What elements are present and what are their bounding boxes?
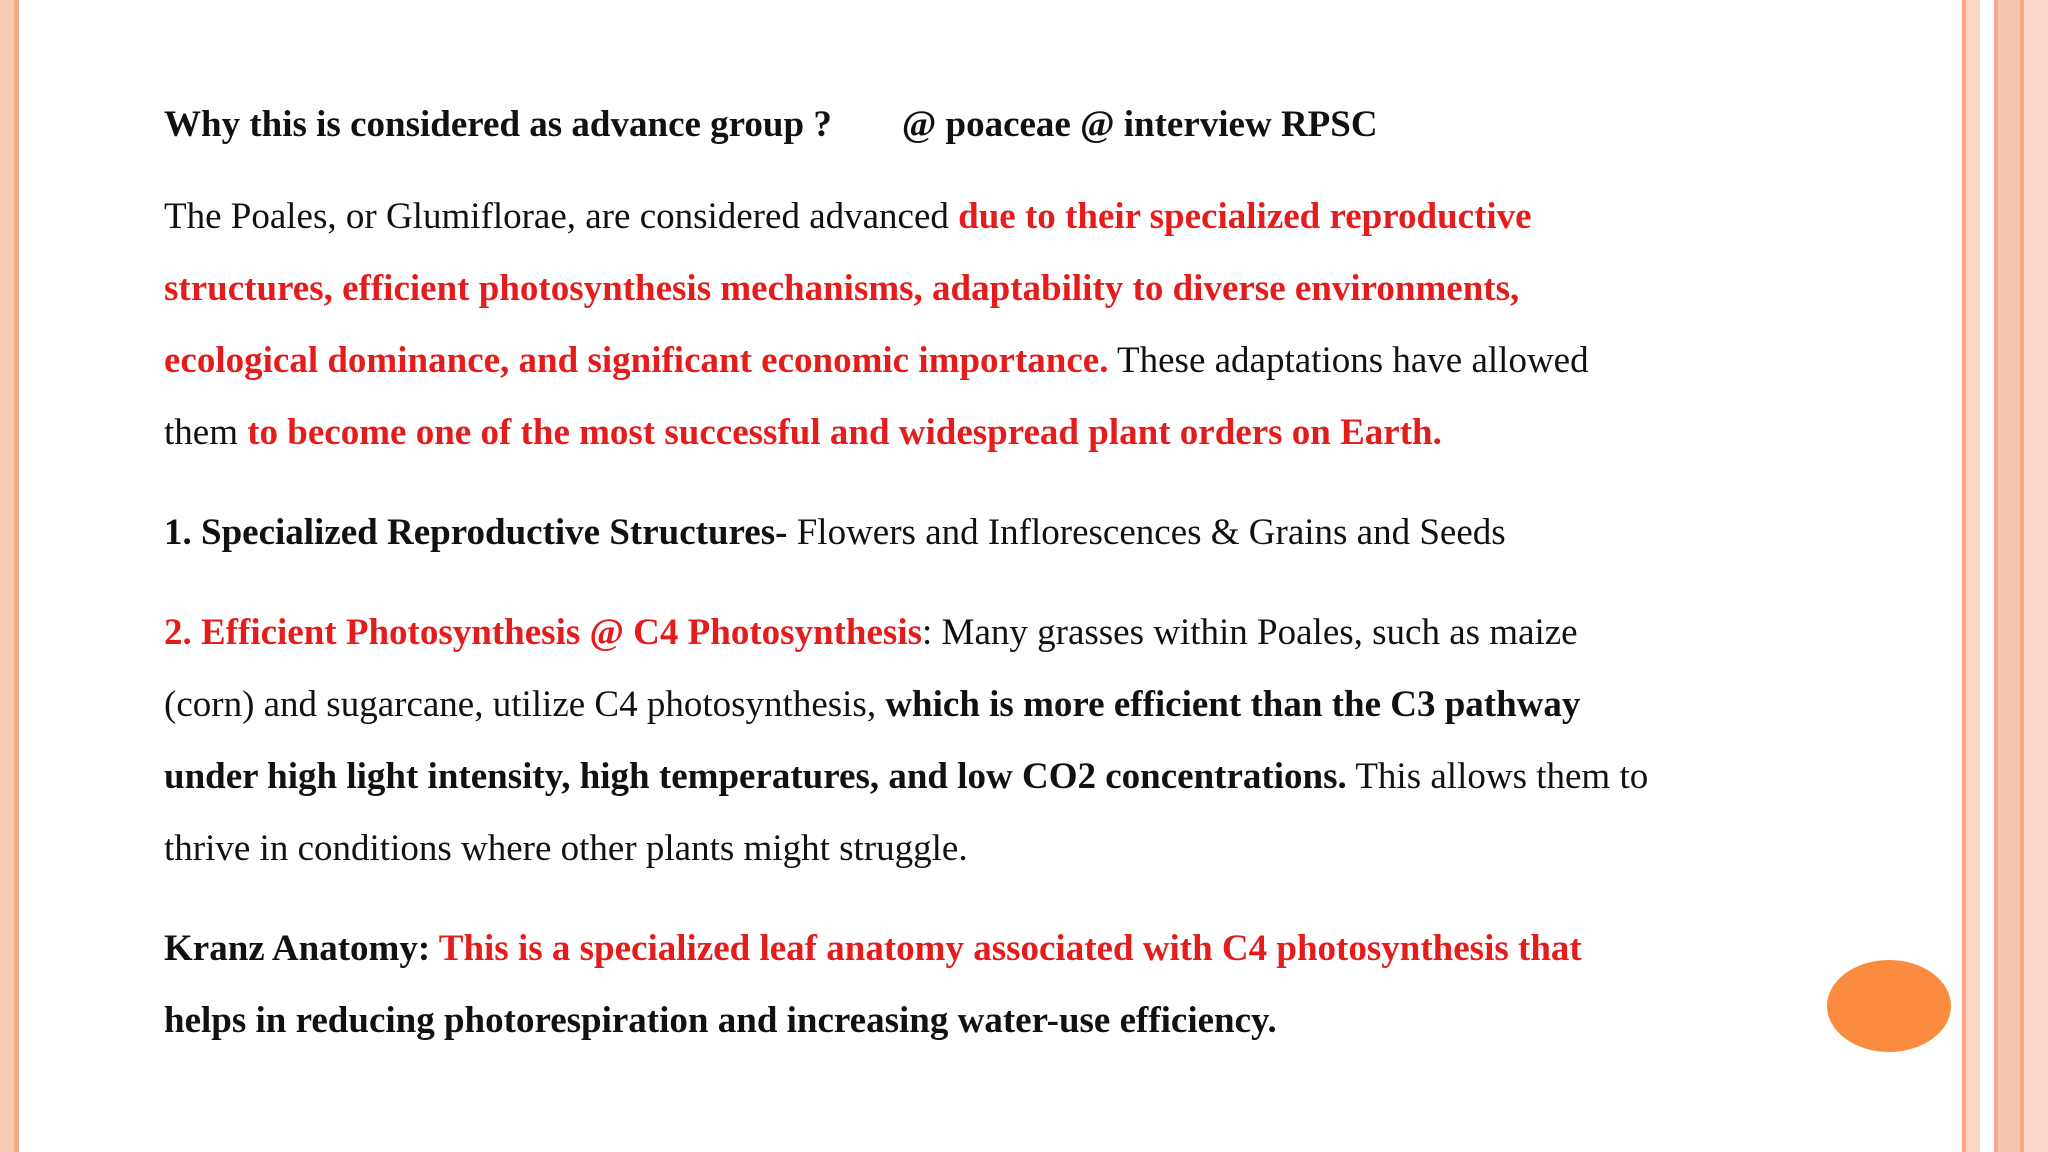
intro-text: The Poales, or Glumiflorae, are considered advanced [164, 196, 959, 237]
point-1-title: 1. Specialized Reproductive Structures- [164, 512, 788, 553]
right-border-gap [1980, 0, 1994, 1152]
point-1 [164, 497, 1664, 569]
kranz-highlight: This is a specialized leaf anatomy associated with C4 photosynthesis that [438, 928, 1582, 969]
point-2-title: 2. Efficient Photosynthesis @ C4 Photosynthesis [164, 612, 923, 653]
point-2-text: This allows them to thrive in conditions where other plants might struggle. [164, 756, 1649, 869]
left-border-stripe [0, 0, 14, 1152]
intro-highlight: to become one of the most successful and widespread plant orders on Earth. [247, 412, 1442, 453]
decorative-orange-circle [1827, 960, 1951, 1052]
kranz-title: Kranz Anatomy: [164, 928, 439, 969]
point-1-text: Flowers and Inflorescences & Grains and Seeds [787, 512, 1506, 553]
right-border-stripe [2024, 0, 2048, 1152]
slide-heading [164, 97, 1664, 153]
heading-tags: @ poaceae @ interview RPSC [901, 104, 1378, 145]
point-2-emphasis: which is more efficient than the C3 pathway under high light intensity, high temperatures, and low CO2 concentrations. [164, 684, 1581, 797]
kranz-anatomy [164, 913, 1664, 1057]
intro-paragraph [164, 181, 1664, 469]
right-border-stripe [1966, 0, 1980, 1152]
kranz-emphasis: helps in reducing photorespiration and increasing water-use efficiency. [164, 1000, 1277, 1041]
right-border-stripe [1998, 0, 2020, 1152]
intro-highlight: due to their specialized reproductive structures, efficient photosynthesis mechanisms, adaptability to diverse environments, ecological dominance, and significant economic importance. [164, 196, 1532, 381]
point-2 [164, 597, 1664, 885]
intro-text: These adaptations have allowed them [164, 340, 1589, 453]
point-2-text: : Many grasses within Poales, such as maize (corn) and sugarcane, utilize C4 photosynthesis, [164, 612, 1578, 725]
left-border-accent [14, 0, 19, 1152]
slide-content [164, 60, 1664, 1057]
heading-question: Why this is considered as advance group ? [164, 104, 832, 145]
